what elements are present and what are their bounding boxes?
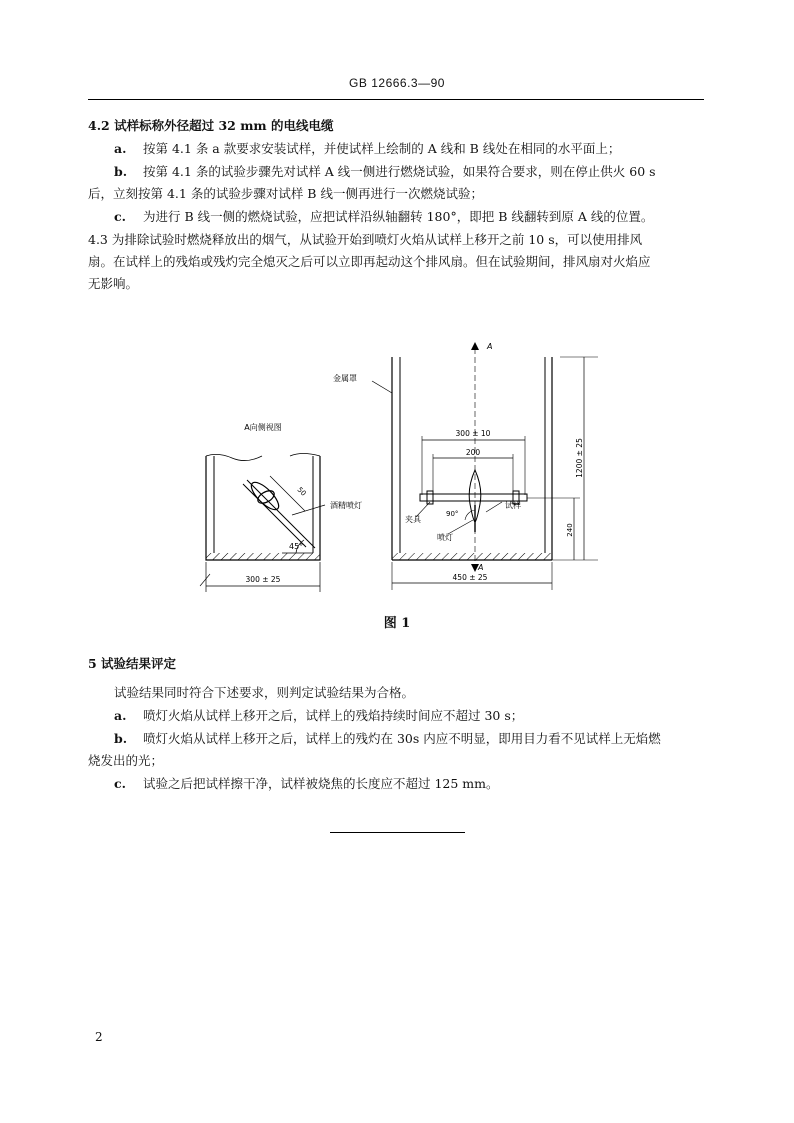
- dim-50-label: 50: [295, 485, 308, 498]
- front-view: [372, 348, 598, 590]
- figure-caption: 图 1: [383, 616, 411, 631]
- end-of-document-rule: [330, 832, 465, 833]
- item-b-text-continued: 后，立刻按第 4.1 条的试验步骤对试样 B 线一侧再进行一次燃烧试验；: [88, 186, 483, 201]
- section-a-bottom-label: A: [478, 563, 484, 572]
- dim-240-label: 240: [566, 523, 574, 537]
- result-b-label: b.: [114, 731, 128, 746]
- metal-cover-label: 金属罩: [333, 374, 357, 383]
- specimen-label: 试样: [505, 501, 521, 510]
- item-b-text: 按第 4.1 条的试验步骤先对试样 A 线一侧进行燃烧试验，如果符合要求，则在停止供火 60 s: [143, 164, 656, 179]
- lamp-label: 喷灯: [437, 533, 453, 542]
- result-c-text: 试验之后把试样擦干净，试样被烧焦的长度应不超过 125 mm。: [143, 776, 499, 791]
- section-4-2-heading: 4.2 试样标称外径超过 32 mm 的电线电缆: [88, 118, 334, 133]
- specimen-cross-section: [256, 488, 277, 506]
- result-b-text-continued: 烧发出的光；: [88, 753, 164, 768]
- side-view-floor-hatch: [206, 553, 320, 560]
- section-5-heading: 5 试验结果评定: [88, 656, 177, 671]
- dim-1200-25-label: 1200 ± 25: [575, 438, 584, 478]
- burner-label: 酒精喷灯: [330, 501, 362, 510]
- dim-200-label: 200: [465, 448, 481, 457]
- dim-300-10-label: 300 ± 10: [455, 429, 491, 438]
- section-4-3-line-2: 扇。在试样上的残焰或残灼完全熄灭之后可以立即再起动这个排风扇。但在试验期间，排风扇对火焰应: [88, 254, 651, 269]
- item-b-label: b.: [114, 164, 128, 179]
- result-b-text: 喷灯火焰从试样上移开之后，试样上的残灼在 30s 内应不明显，即用目力看不见试样上无焰燃: [143, 731, 661, 746]
- result-a-label: a.: [114, 708, 127, 723]
- item-a-label: a.: [114, 141, 127, 156]
- result-c-label: c.: [114, 776, 126, 791]
- section-5-intro: 试验结果同时符合下述要求，则判定试验结果为合格。: [114, 685, 415, 700]
- front-view-floor-hatch: [392, 553, 552, 560]
- section-4-3-line-1: 4.3 为排除试验时燃烧释放出的烟气，从试验开始到喷灯火焰从试样上移开之前 10 s，可以使用排风: [88, 232, 643, 247]
- clamp-label: 夹具: [405, 515, 421, 524]
- lamp-leader: [448, 520, 473, 534]
- dim-450-25-label: 450 ± 25: [452, 573, 488, 582]
- specimen-leader: [486, 502, 502, 512]
- item-c-text: 为进行 B 线一侧的燃烧试验，应把试样沿纵轴翻转 180°，即把 B 线翻转到原 A 线的位置。: [143, 209, 654, 224]
- section-arrow-top: [471, 342, 479, 350]
- angle-45-label: 45°: [289, 542, 304, 551]
- item-c-label: c.: [114, 209, 126, 224]
- header-rule: [88, 99, 704, 100]
- specimen-rod: [420, 494, 527, 501]
- result-a-text: 喷灯火焰从试样上移开之后，试样上的残焰持续时间应不超过 30 s；: [143, 708, 524, 723]
- side-view-title: A向侧视图: [244, 423, 282, 432]
- metal-cover-leader: [372, 381, 392, 393]
- dim-300-25-label: 300 ± 25: [245, 575, 281, 584]
- section-4-3-line-3: 无影响。: [88, 276, 139, 291]
- figure-1-diagram: [195, 335, 615, 600]
- side-view: [200, 454, 325, 593]
- section-a-top-label: A: [487, 342, 493, 351]
- item-a-text: 按第 4.1 条 a 款要求安装试样，并使试样上绘制的 A 线和 B 线处在相同的水平面上；: [143, 141, 621, 156]
- document-code-header: GB 12666.3—90: [349, 76, 445, 90]
- side-view-break-line-right: [290, 454, 320, 457]
- angle-90-label: 90°: [446, 510, 459, 518]
- page-number: 2: [95, 1030, 103, 1044]
